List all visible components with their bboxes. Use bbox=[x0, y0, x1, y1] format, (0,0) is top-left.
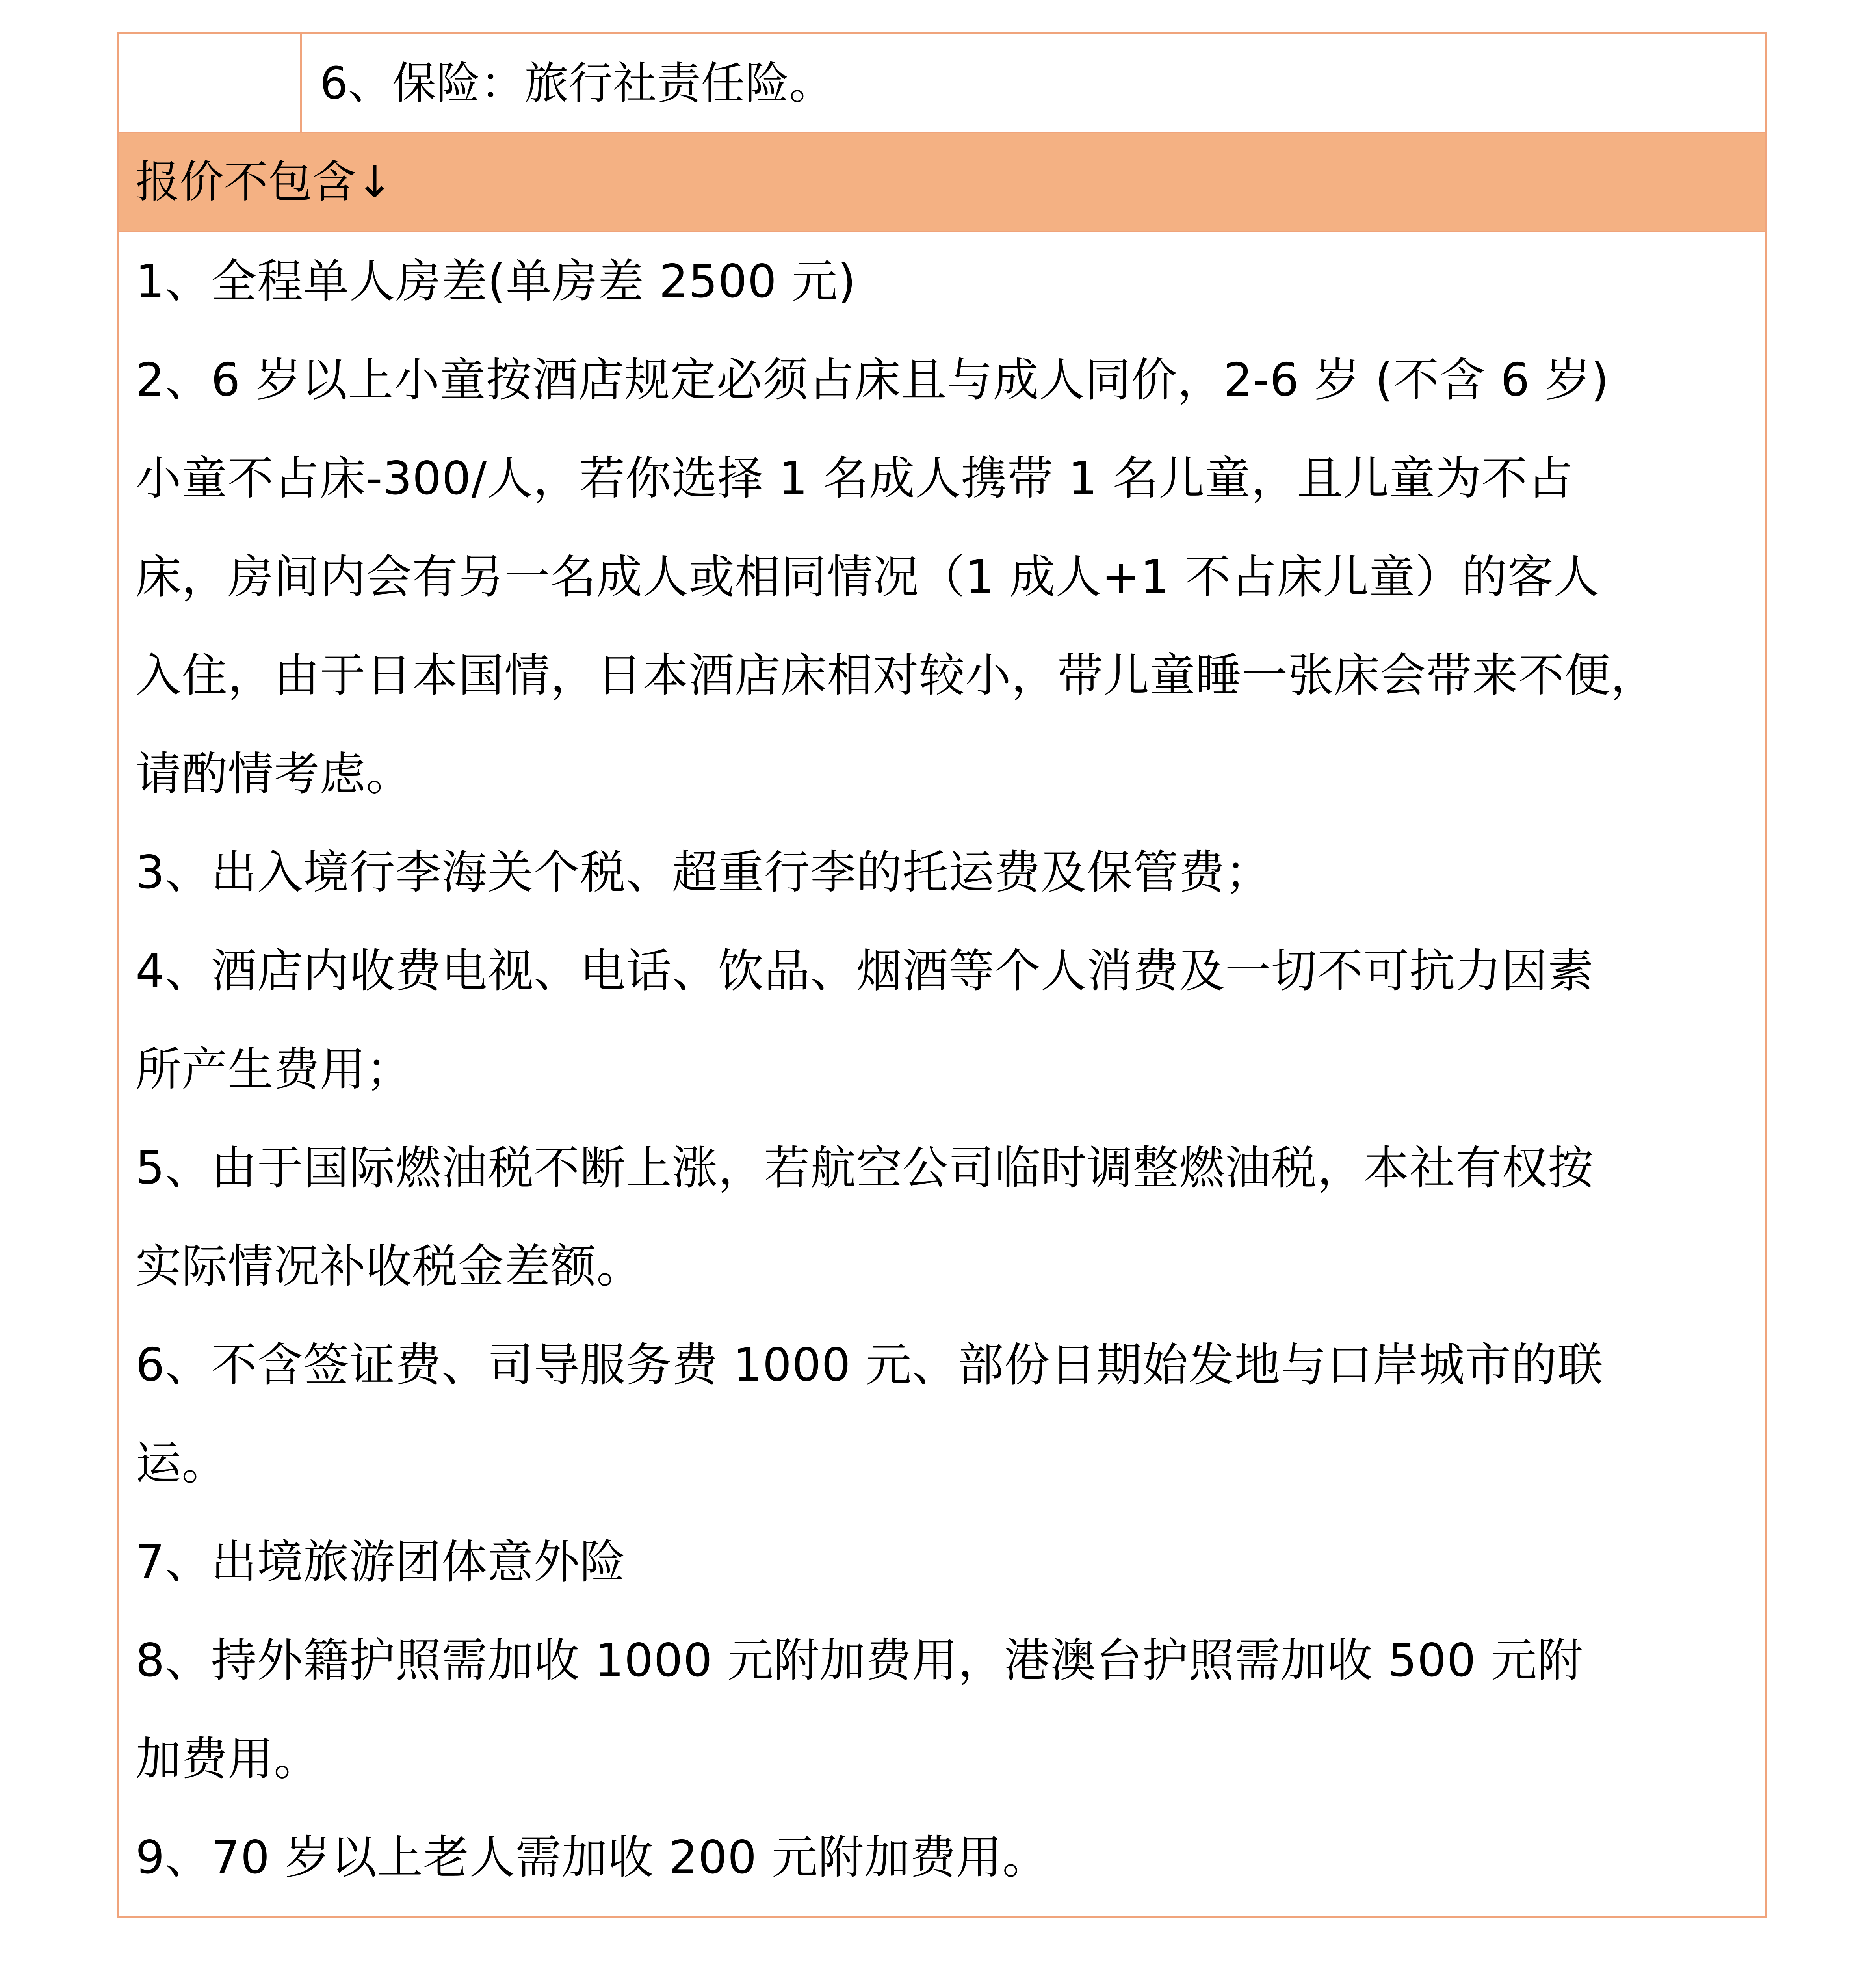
price-exclusions-table bbox=[117, 32, 1767, 1918]
exclusion-line: 入住，由于日本国情，日本酒店床相对较小，带儿童睡一张床会带来不便， bbox=[136, 649, 1657, 702]
exclusion-line: 5、由于国际燃油税不断上涨，若航空公司临时调整燃油税，本社有权按 bbox=[136, 1141, 1594, 1195]
exclusion-line: 运。 bbox=[136, 1437, 228, 1490]
exclusion-line: 小童不占床-300/人，若你选择 1 名成人携带 1 名儿童，且儿童为不占 bbox=[136, 452, 1574, 505]
exclusion-line: 6、不含签证费、司导服务费 1000 元、部份日期始发地与口岸城市的联 bbox=[136, 1338, 1603, 1392]
exclusion-line: 加费用。 bbox=[136, 1732, 320, 1786]
exclusions-body bbox=[119, 232, 1765, 1916]
exclusion-line: 8、持外籍护照需加收 1000 元附加费用，港澳台护照需加收 500 元附 bbox=[136, 1634, 1583, 1687]
exclusion-line: 4、酒店内收费电视、电话、饮品、烟酒等个人消费及一切不可抗力因素 bbox=[136, 944, 1594, 998]
exclusion-line: 请酌情考虑。 bbox=[136, 747, 412, 801]
empty-cell bbox=[119, 34, 302, 132]
exclusion-line: 所产生费用； bbox=[136, 1043, 412, 1096]
exclusion-line: 2、6 岁以上小童按酒店规定必须占床且与成人同价，2-6 岁 (不含 6 岁) bbox=[136, 353, 1609, 407]
exclusions-header: 报价不包含↓ bbox=[119, 133, 1765, 232]
insurance-text: 6、保险：旅行社责任险。 bbox=[320, 58, 834, 109]
exclusion-line: 床，房间内会有另一名成人或相同情况（1 成人+1 不占床儿童）的客人 bbox=[136, 550, 1600, 604]
exclusion-line: 3、出入境行李海关个税、超重行李的托运费及保管费； bbox=[136, 846, 1271, 899]
exclusion-line: 9、70 岁以上老人需加收 200 元附加费用。 bbox=[136, 1831, 1049, 1884]
exclusion-line: 1、全程单人房差(单房差 2500 元) bbox=[136, 255, 856, 308]
exclusion-line: 7、出境旅游团体意外险 bbox=[136, 1535, 626, 1589]
exclusion-line: 实际情况补收税金差额。 bbox=[136, 1240, 643, 1293]
insurance-row bbox=[119, 34, 1765, 133]
